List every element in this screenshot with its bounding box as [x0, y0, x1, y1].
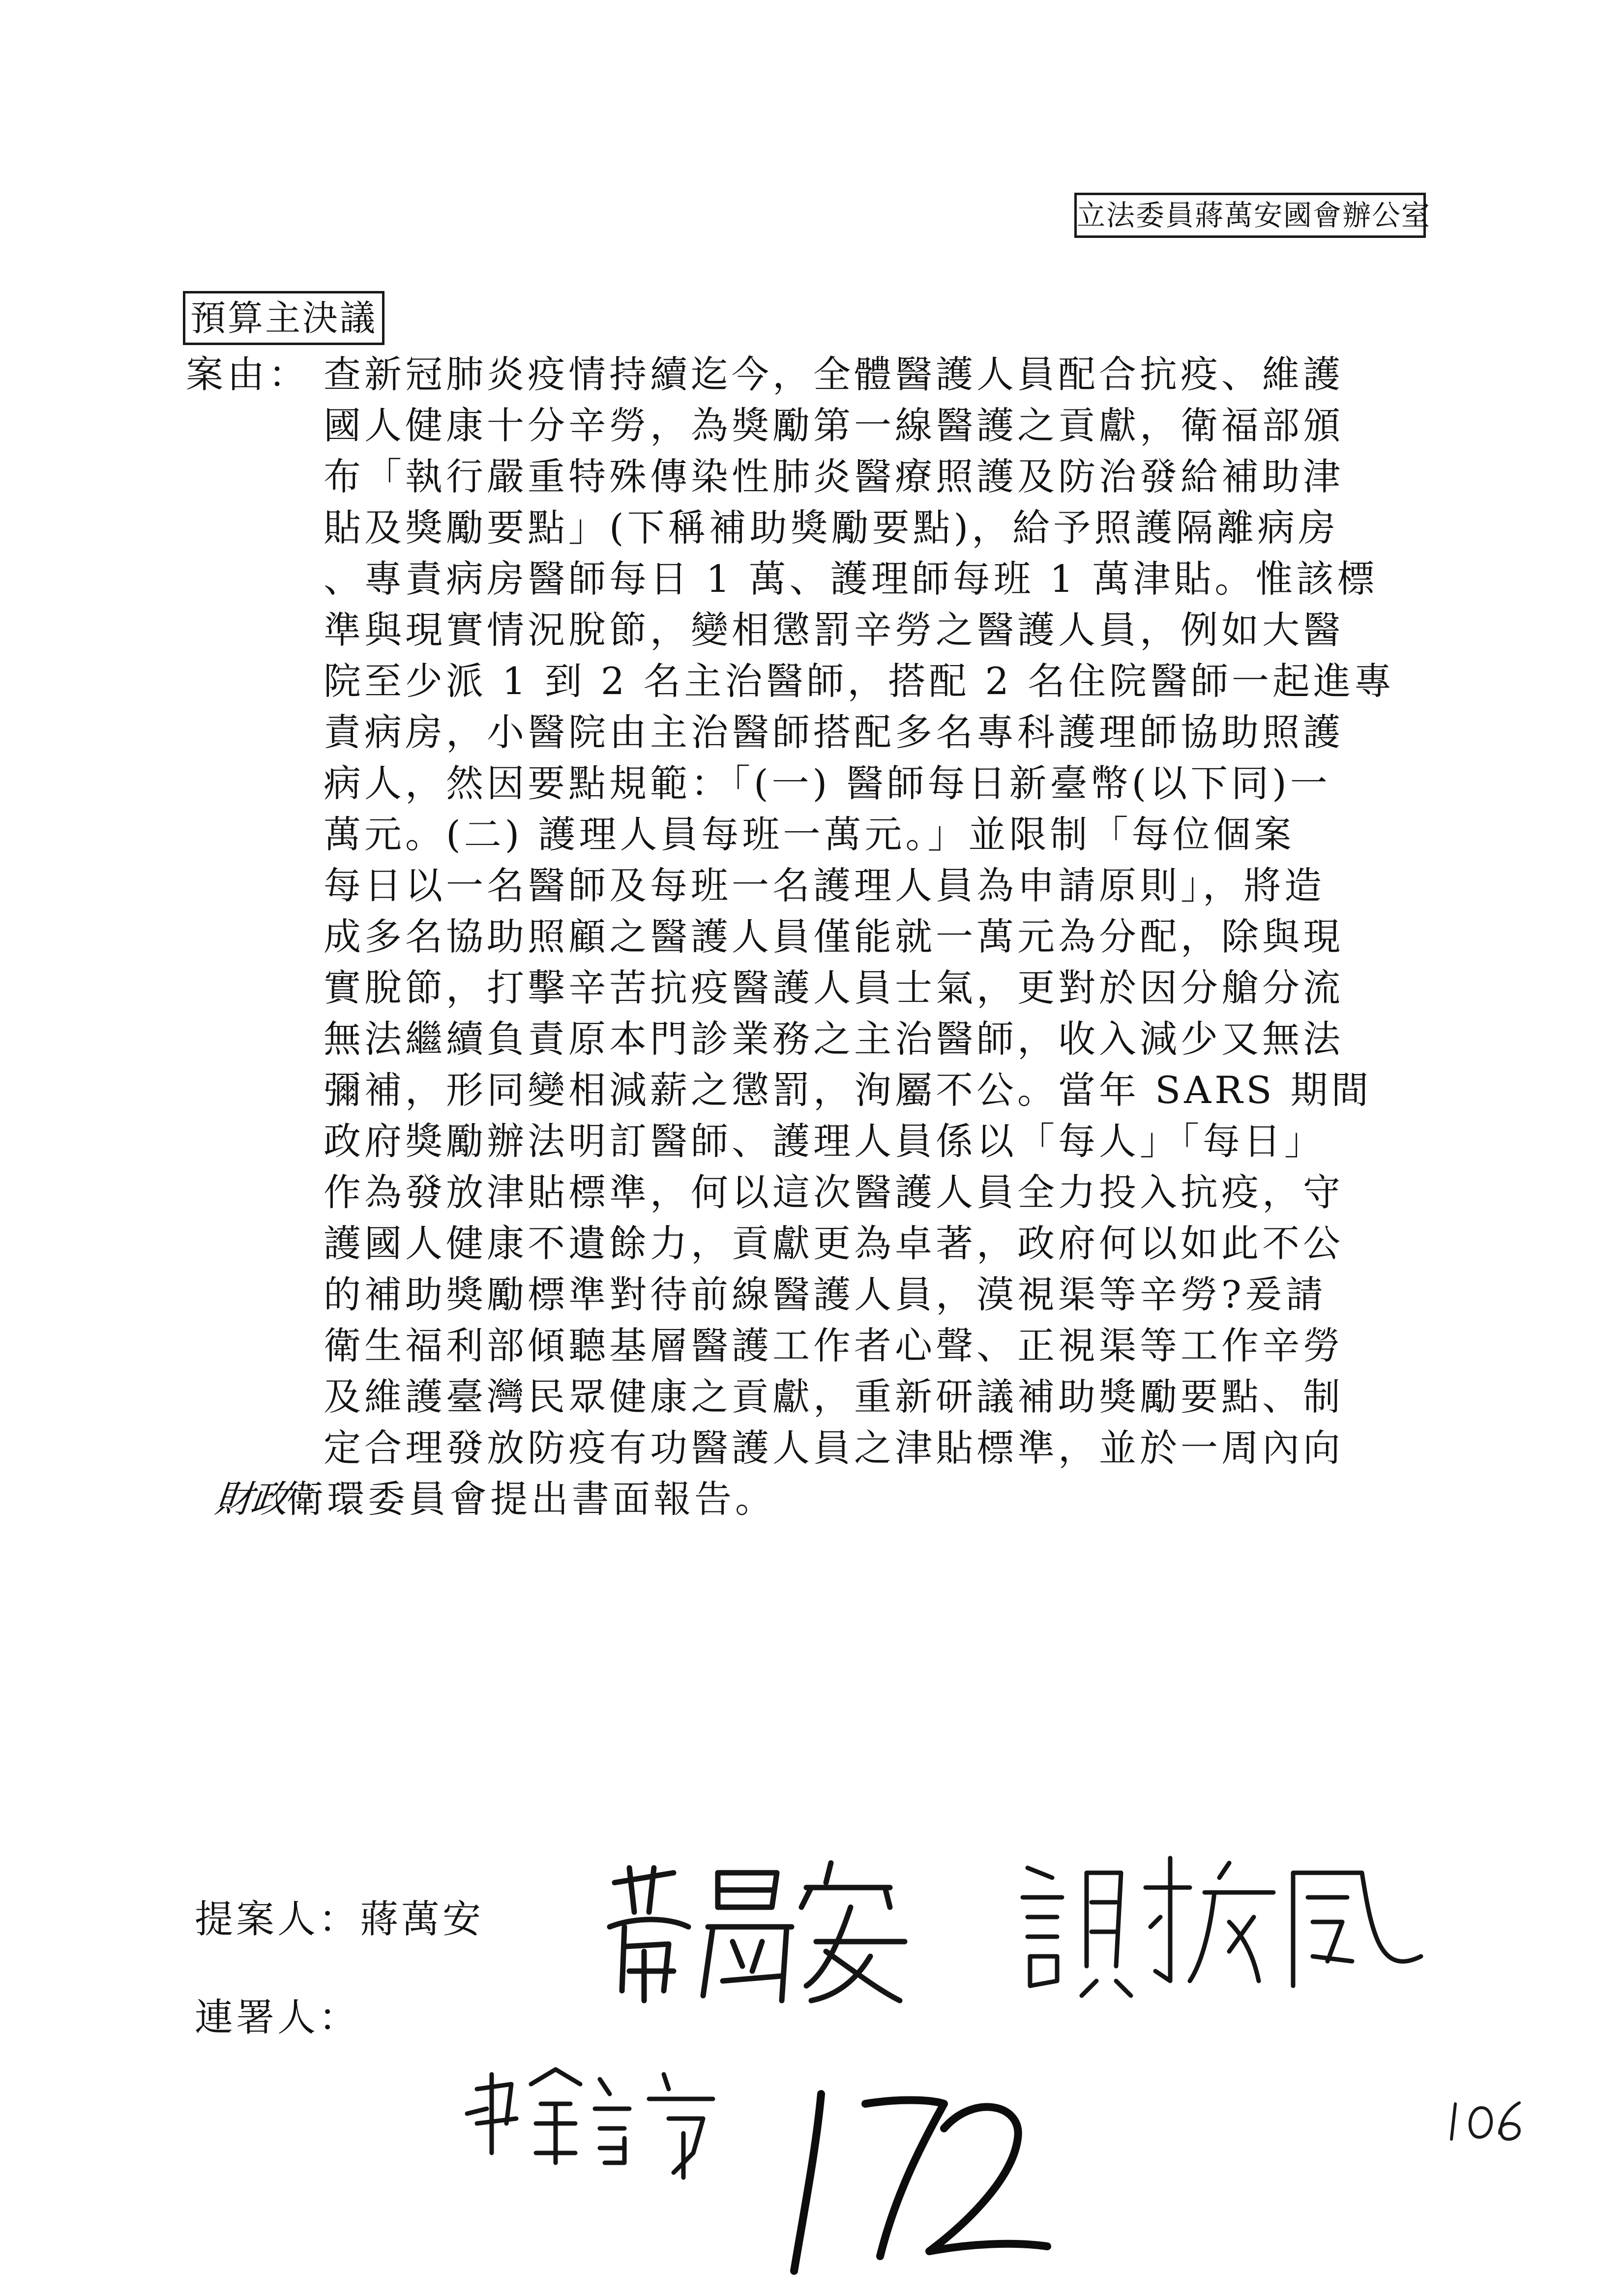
case-line: 萬元。(二) 護理人員每班一萬元。」並限制「每位個案	[324, 813, 1295, 856]
case-line: 、專責病房醫師每日 1 萬、護理師每班 1 萬津貼。惟該標	[324, 557, 1378, 601]
case-line: 政府獎勵辦法明訂醫師、護理人員係以「每人」「每日」	[324, 1119, 1325, 1163]
case-line: 彌補，形同變相減薪之懲罰，洵屬不公。當年 SARS 期間	[324, 1068, 1372, 1112]
cosigner-signature	[457, 2055, 733, 2182]
case-line: 院至少派 1 到 2 名主治醫師，搭配 2 名住院醫師一起進專	[324, 659, 1395, 703]
handwritten-page-number	[1446, 2094, 1529, 2148]
case-line: 成多名協助照顧之醫護人員僅能就一萬元為分配，除與現	[324, 915, 1344, 959]
handwritten-committee-correction: 財政	[213, 1477, 289, 1521]
case-line: 責病房，小醫院由主治醫師搭配多名專科護理師協助照護	[324, 710, 1344, 754]
proposer-signature	[595, 1853, 910, 2010]
case-line: 貼及獎勵要點」(下稱補助獎勵要點)，給予照護隔離病房	[324, 506, 1339, 550]
case-line-last-text: 衛環委員會提出書面報告。	[286, 1477, 776, 1521]
proposer-label: 提案人：蔣萬安	[195, 1897, 484, 1942]
office-stamp: 立法委員蔣萬安國會辦公室	[1074, 193, 1426, 238]
case-line: 的補助獎勵標準對待前線醫護人員，漠視渠等辛勞?爰請	[324, 1273, 1327, 1316]
case-line: 國人健康十分辛勞，為獎勵第一線醫護之貢獻，衛福部頒	[324, 404, 1344, 447]
case-label: 案由：	[186, 352, 310, 396]
case-line: 布「執行嚴重特殊傳染性肺炎醫療照護及防治發給補助津	[324, 455, 1344, 498]
case-line: 作為發放津貼標準，何以這次醫護人員全力投入抗疫，守	[324, 1170, 1344, 1214]
case-line: 無法繼續負責原本門診業務之主治醫師，收入減少又無法	[324, 1017, 1344, 1061]
document-type-label: 預算主決議	[183, 291, 384, 345]
case-line: 病人，然因要點規範：「(一) 醫師每日新臺幣(以下同)一	[324, 761, 1331, 805]
case-line: 護國人健康不遺餘力，貢獻更為卓著，政府何以如此不公	[324, 1221, 1344, 1265]
case-line: 定合理發放防疫有功醫護人員之津貼標準，並於一周內向	[324, 1426, 1344, 1470]
cosigner-signature	[1008, 1838, 1436, 2005]
case-line: 及維護臺灣民眾健康之貢獻，重新研議補助獎勵要點、制	[324, 1375, 1344, 1419]
case-line: 準與現實情況脫節，變相懲罰辛勞之醫護人員，例如大醫	[324, 608, 1344, 652]
case-line: 實脫節，打擊辛苦抗疫醫護人員士氣，更對於因分艙分流	[324, 966, 1344, 1010]
case-line: 查新冠肺炎疫情持續迄今，全體醫護人員配合抗疫、維護	[324, 352, 1344, 396]
cosigner-label: 連署人：	[195, 1996, 360, 2040]
case-line-last	[215, 1475, 1440, 1526]
handwritten-number	[782, 2074, 1057, 2281]
case-line: 每日以一名醫師及每班一名護理人員為申請原則」，將造	[324, 864, 1325, 907]
case-line: 衛生福利部傾聽基層醫護工作者心聲、正視渠等工作辛勞	[324, 1324, 1344, 1367]
